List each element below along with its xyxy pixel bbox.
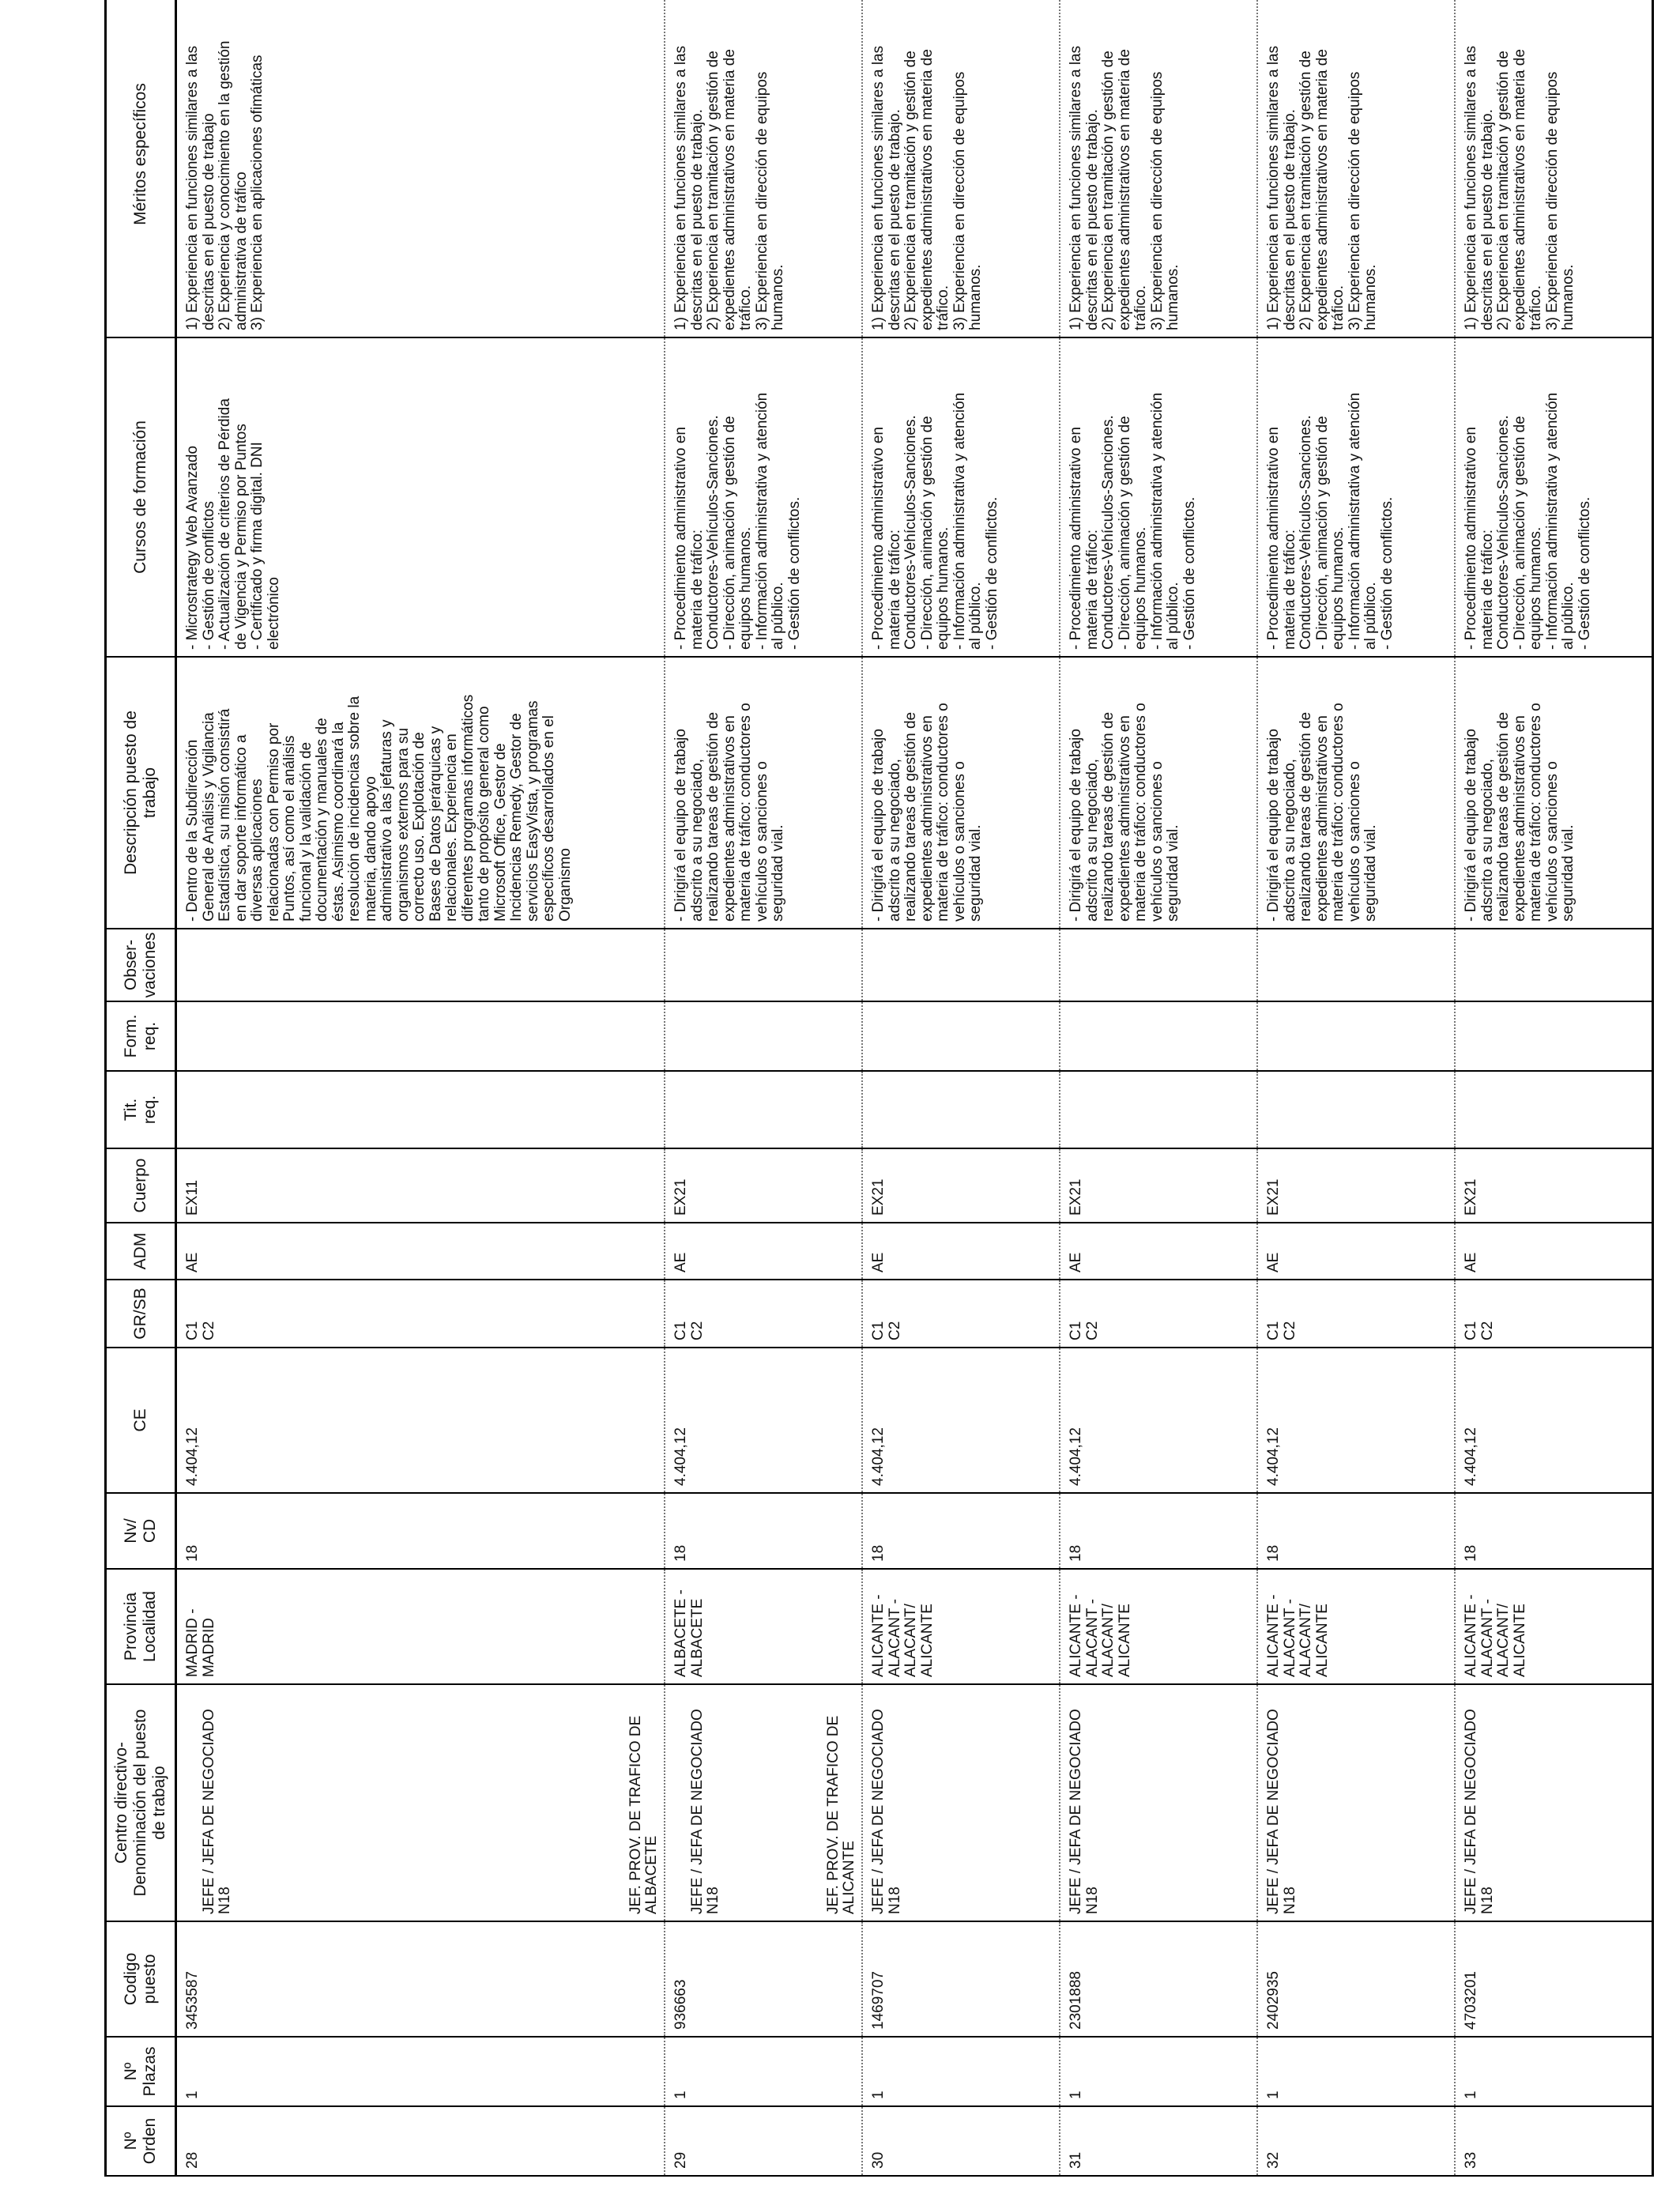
cell-adm: AE [1257, 1223, 1455, 1280]
cell-provincia: ALICANTE - ALACANT - ALACANT/ ALICANTE [1060, 1569, 1257, 1684]
cell-orden: 32 [1257, 2106, 1455, 2176]
cell-observaciones [1060, 929, 1257, 1001]
cell-cuerpo: EX11 [176, 1148, 665, 1223]
cell-tit [1455, 1071, 1653, 1148]
header-nvcd: Nv/ CD [106, 1493, 176, 1569]
cell-cuerpo: EX21 [1257, 1148, 1455, 1223]
header-adm: ADM [106, 1223, 176, 1280]
cell-form [862, 1001, 1060, 1071]
cell-centro: JEFE / JEFA DE NEGOCIADO N18 [1060, 1684, 1257, 1921]
cell-cursos: - Procedimiento administrativo en materia de tráfico: Conductores-Vehículos-Sanciones. - Dirección, animación y gestión de equipos humanos. - Información administrativa y atención al público. - Gestión de conflictos. [862, 337, 1060, 657]
cell-grsb: C1 C2 [862, 1280, 1060, 1348]
cell-plazas: 1 [1257, 2037, 1455, 2106]
cell-centro: JEFE / JEFA DE NEGOCIADO N18 [862, 1684, 1060, 1921]
cell-cursos: - Procedimiento administrativo en materia de tráfico: Conductores-Vehículos-Sanciones. - Dirección, animación y gestión de equipos humanos. - Información administrativa y atención al público. - Gestión de conflictos. [1455, 337, 1653, 657]
cell-plazas: 1 [862, 2037, 1060, 2106]
cell-grsb: C1 C2 [1060, 1280, 1257, 1348]
cell-plazas: 1 [176, 2037, 665, 2106]
cell-observaciones [1257, 929, 1455, 1001]
cell-orden: 28 [176, 2106, 665, 2176]
cell-tit [1257, 1071, 1455, 1148]
cell-codigo: 2301888 [1060, 1921, 1257, 2037]
cell-form [665, 1001, 862, 1071]
cell-meritos: 1) Experiencia en funciones similares a las descritas en el puesto de trabajo. 2) Experiencia en tramitación y gestión de expedientes administrativos en materia de tráfico. 3) Experiencia en dirección de equipos humanos. [1257, 0, 1455, 337]
cell-meritos: 1) Experiencia en funciones similares a las descritas en el puesto de trabajo. 2) Experiencia en tramitación y gestión de expedientes administrativos en materia de tráfico. 3) Experiencia en dirección de equipos humanos. [862, 0, 1060, 337]
cell-meritos: 1) Experiencia en funciones similares a las descritas en el puesto de trabajo. 2) Experiencia en tramitación y gestión de expedientes administrativos en materia de tráfico. 3) Experiencia en dirección de equipos humanos. [665, 0, 862, 337]
cell-ce: 4.404,12 [176, 1348, 665, 1493]
cell-descripcion: - Dirigirá el equipo de trabajo adscrito a su negociado, realizando tareas de gestión de expedientes administrativos en materia de tráfico: conductores o vehículos o sanciones o seguridad vial. [665, 657, 862, 929]
cell-ce: 4.404,12 [1060, 1348, 1257, 1493]
cell-orden: 30 [862, 2106, 1060, 2176]
cell-meritos: 1) Experiencia en funciones similares a las descritas en el puesto de trabajo. 2) Experiencia en tramitación y gestión de expedientes administrativos en materia de tráfico. 3) Experiencia en dirección de equipos humanos. [1060, 0, 1257, 337]
cell-provincia: ALBACETE - ALBACETE [665, 1569, 862, 1684]
header-provincia: Provincia Localidad [106, 1569, 176, 1684]
cell-tit [665, 1071, 862, 1148]
cell-adm: AE [176, 1223, 665, 1280]
table-header-row [106, 0, 176, 2176]
cell-meritos: 1) Experiencia en funciones similares a las descritas en el puesto de trabajo 2) Experiencia y conocimiento en la gestión administrativa de tráfico 3) Experiencia en aplicaciones ofimáticas [176, 0, 665, 337]
header-centro: Centro directivo- Denominación del puesto de trabajo [106, 1684, 176, 1921]
cell-descripcion: - Dirigirá el equipo de trabajo adscrito a su negociado, realizando tareas de gestión de expedientes administrativos en materia de tráfico: conductores o vehículos o sanciones o seguridad vial. [1455, 657, 1653, 929]
cell-centro [665, 1684, 862, 1921]
centro-directivo-next: JEF. PROV. DE TRAFICO DE ALICANTE [824, 1715, 858, 1914]
cell-nvcd: 18 [1060, 1493, 1257, 1569]
table-row [176, 0, 665, 2176]
cell-ce: 4.404,12 [862, 1348, 1060, 1493]
cell-observaciones [862, 929, 1060, 1001]
cell-provincia: MADRID - MADRID [176, 1569, 665, 1684]
cell-centro: JEFE / JEFA DE NEGOCIADO N18 [1455, 1684, 1653, 1921]
cell-centro [176, 1684, 665, 1921]
cell-cuerpo: EX21 [665, 1148, 862, 1223]
cell-grsb: C1 C2 [665, 1280, 862, 1348]
cell-cuerpo: EX21 [1060, 1148, 1257, 1223]
cell-cursos: - Procedimiento administrativo en materia de tráfico: Conductores-Vehículos-Sanciones. - Dirección, animación y gestión de equipos humanos. - Información administrativa y atención al público. - Gestión de conflictos. [1060, 337, 1257, 657]
cell-nvcd: 18 [862, 1493, 1060, 1569]
cell-tit [1060, 1071, 1257, 1148]
job-positions-table [104, 0, 1654, 2177]
cell-nvcd: 18 [176, 1493, 665, 1569]
cell-cursos: - Procedimiento administrativo en materia de tráfico: Conductores-Vehículos-Sanciones. - Dirección, animación y gestión de equipos humanos. - Información administrativa y atención al público. - Gestión de conflictos. [1257, 337, 1455, 657]
header-meritos: Méritos específicos [106, 0, 176, 337]
cell-tit [176, 1071, 665, 1148]
table-row [665, 0, 862, 2176]
header-plazas: Nº Plazas [106, 2037, 176, 2106]
cell-adm: AE [1455, 1223, 1653, 1280]
centro-denominacion: JEFE / JEFA DE NEGOCIADO N18 [688, 1709, 722, 1914]
cell-form [1455, 1001, 1653, 1071]
cell-orden: 33 [1455, 2106, 1653, 2176]
cell-ce: 4.404,12 [1455, 1348, 1653, 1493]
cell-observaciones [1455, 929, 1653, 1001]
cell-adm: AE [665, 1223, 862, 1280]
cell-codigo: 2402935 [1257, 1921, 1455, 2037]
cell-nvcd: 18 [665, 1493, 862, 1569]
cell-tit [862, 1071, 1060, 1148]
header-orden: Nº Orden [106, 2106, 176, 2176]
cell-cuerpo: EX21 [862, 1148, 1060, 1223]
header-codigo: Codigo puesto [106, 1921, 176, 2037]
table-row [1257, 0, 1455, 2176]
cell-provincia: ALICANTE - ALACANT - ALACANT/ ALICANTE [862, 1569, 1060, 1684]
cell-codigo: 4703201 [1455, 1921, 1653, 2037]
cell-descripcion: - Dirigirá el equipo de trabajo adscrito a su negociado, realizando tareas de gestión de expedientes administrativos en materia de tráfico: conductores o vehículos o sanciones o seguridad vial. [1257, 657, 1455, 929]
cell-ce: 4.404,12 [665, 1348, 862, 1493]
centro-denominacion: JEFE / JEFA DE NEGOCIADO N18 [200, 1709, 234, 1914]
header-cursos: Cursos de formación [106, 337, 176, 657]
table-row [1060, 0, 1257, 2176]
header-observaciones: Obser- vaciones [106, 929, 176, 1001]
cell-codigo: 1469707 [862, 1921, 1060, 2037]
table-row [862, 0, 1060, 2176]
header-descripcion: Descripción puesto de trabajo [106, 657, 176, 929]
cell-adm: AE [1060, 1223, 1257, 1280]
cell-plazas: 1 [1060, 2037, 1257, 2106]
cell-form [1060, 1001, 1257, 1071]
cell-grsb: C1 C2 [1257, 1280, 1455, 1348]
header-grsb: GR/SB [106, 1280, 176, 1348]
cell-descripcion: - Dirigirá el equipo de trabajo adscrito a su negociado, realizando tareas de gestión de expedientes administrativos en materia de tráfico: conductores o vehículos o sanciones o seguridad vial. [862, 657, 1060, 929]
table-row [1455, 0, 1653, 2176]
cell-cuerpo: EX21 [1455, 1148, 1653, 1223]
cell-observaciones [665, 929, 862, 1001]
cell-cursos: - Procedimiento administrativo en materia de tráfico: Conductores-Vehículos-Sanciones. - Dirección, animación y gestión de equipos humanos. - Información administrativa y atención al público. - Gestión de conflictos. [665, 337, 862, 657]
cell-observaciones [176, 929, 665, 1001]
cell-nvcd: 18 [1257, 1493, 1455, 1569]
cell-ce: 4.404,12 [1257, 1348, 1455, 1493]
cell-codigo: 3453587 [176, 1921, 665, 2037]
cell-orden: 29 [665, 2106, 862, 2176]
cell-provincia: ALICANTE - ALACANT - ALACANT/ ALICANTE [1257, 1569, 1455, 1684]
cell-grsb: C1 C2 [1455, 1280, 1653, 1348]
cell-form [176, 1001, 665, 1071]
cell-plazas: 1 [1455, 2037, 1653, 2106]
centro-directivo-next: JEF. PROV. DE TRAFICO DE ALBACETE [627, 1715, 661, 1914]
cell-provincia: ALICANTE - ALACANT - ALACANT/ ALICANTE [1455, 1569, 1653, 1684]
cell-nvcd: 18 [1455, 1493, 1653, 1569]
cell-cursos: - Microstrategy Web Avanzado - Gestión de conflictos - Actualización de criterios de Pérdida de Vigencia y Permiso por Puntos - Certificado y firma digital. DNI electrónico [176, 337, 665, 657]
cell-adm: AE [862, 1223, 1060, 1280]
cell-centro: JEFE / JEFA DE NEGOCIADO N18 [1257, 1684, 1455, 1921]
cell-grsb: C1 C2 [176, 1280, 665, 1348]
cell-plazas: 1 [665, 2037, 862, 2106]
header-cuerpo: Cuerpo [106, 1148, 176, 1223]
header-form: Form. req. [106, 1001, 176, 1071]
header-ce: CE [106, 1348, 176, 1493]
cell-descripcion: - Dentro de la Subdirección General de Análisis y Vigilancia Estadística, su misión consistirá en dar soporte informático a diversas aplicaciones relacionadas con Permiso por Puntos, así como el análisis funcional y la validación de documentación y manuales de éstas. Asimismo coordinará la resolución de incidencias sobre la materia, dando apoyo administrativo a las jefaturas y organismos externos para su correcto uso. Explotación de Bases de Datos jerárquicas y relacionales. Experiencia en diferentes programas informáticos tanto de propósito general como Microsoft Office, Gestor de Incidencias Remedy, Gestor de servicios EasyVista, y programas específicos desarrollados en el Organismo [176, 657, 665, 929]
header-tit: Tit. req. [106, 1071, 176, 1148]
cell-orden: 31 [1060, 2106, 1257, 2176]
cell-codigo: 936663 [665, 1921, 862, 2037]
cell-meritos: 1) Experiencia en funciones similares a las descritas en el puesto de trabajo. 2) Experiencia en tramitación y gestión de expedientes administrativos en materia de tráfico. 3) Experiencia en dirección de equipos humanos. [1455, 0, 1653, 337]
cell-form [1257, 1001, 1455, 1071]
cell-descripcion: - Dirigirá el equipo de trabajo adscrito a su negociado, realizando tareas de gestión de expedientes administrativos en materia de tráfico: conductores o vehículos o sanciones o seguridad vial. [1060, 657, 1257, 929]
